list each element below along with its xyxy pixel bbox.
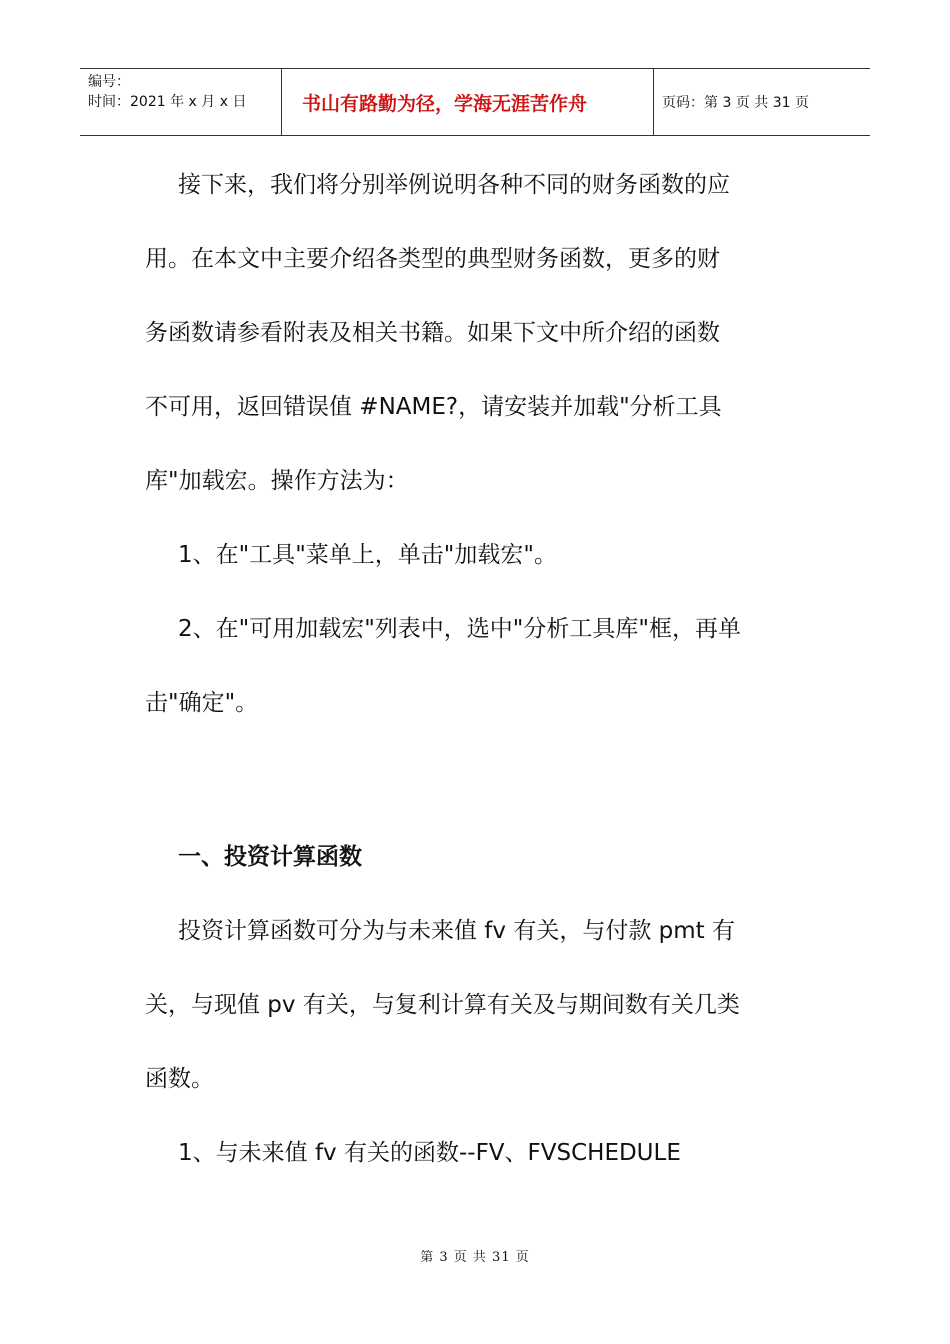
paragraph-line: 函数。 xyxy=(145,1066,214,1092)
paragraph-line: 用。在本文中主要介绍各类型的典型财务函数，更多的财 xyxy=(145,246,720,272)
paragraph-line: 关，与现值 pv 有关，与复利计算有关及与期间数有关几类 xyxy=(145,992,740,1018)
header-page-cell xyxy=(654,69,870,135)
list-item: 1、在"工具"菜单上，单击"加载宏"。 xyxy=(178,542,557,568)
page-header xyxy=(80,68,870,136)
paragraph-line: 接下来，我们将分别举例说明各种不同的财务函数的应 xyxy=(178,172,730,198)
header-meta-cell xyxy=(80,69,282,135)
paragraph-line: 击"确定"。 xyxy=(145,690,259,716)
header-motto-cell xyxy=(282,69,654,135)
page-footer xyxy=(0,1246,950,1265)
time-label: 时间：2021 年 x 月 x 日 xyxy=(88,94,247,110)
paragraph-line: 不可用，返回错误值 #NAME?，请安装并加载"分析工具 xyxy=(145,394,722,420)
list-item: 2、在"可用加载宏"列表中，选中"分析工具库"框，再单 xyxy=(178,616,741,642)
list-item: 1、与未来值 fv 有关的函数--FV、FVSCHEDULE xyxy=(178,1140,681,1166)
footer-page-number: 第 3 页 共 31 页 xyxy=(420,1250,530,1265)
paragraph-line: 库"加载宏。操作方法为： xyxy=(145,468,409,494)
paragraph-line: 务函数请参看附表及相关书籍。如果下文中所介绍的函数 xyxy=(145,320,720,346)
motto-text: 书山有路勤为径，学海无涯苦作舟 xyxy=(302,92,588,115)
paragraph-line: 投资计算函数可分为与未来值 fv 有关，与付款 pmt 有 xyxy=(178,918,735,944)
page-info: 页码：第 3 页 共 31 页 xyxy=(662,95,809,111)
number-label: 编号： xyxy=(88,74,130,90)
section-heading: 一、投资计算函数 xyxy=(178,844,362,870)
